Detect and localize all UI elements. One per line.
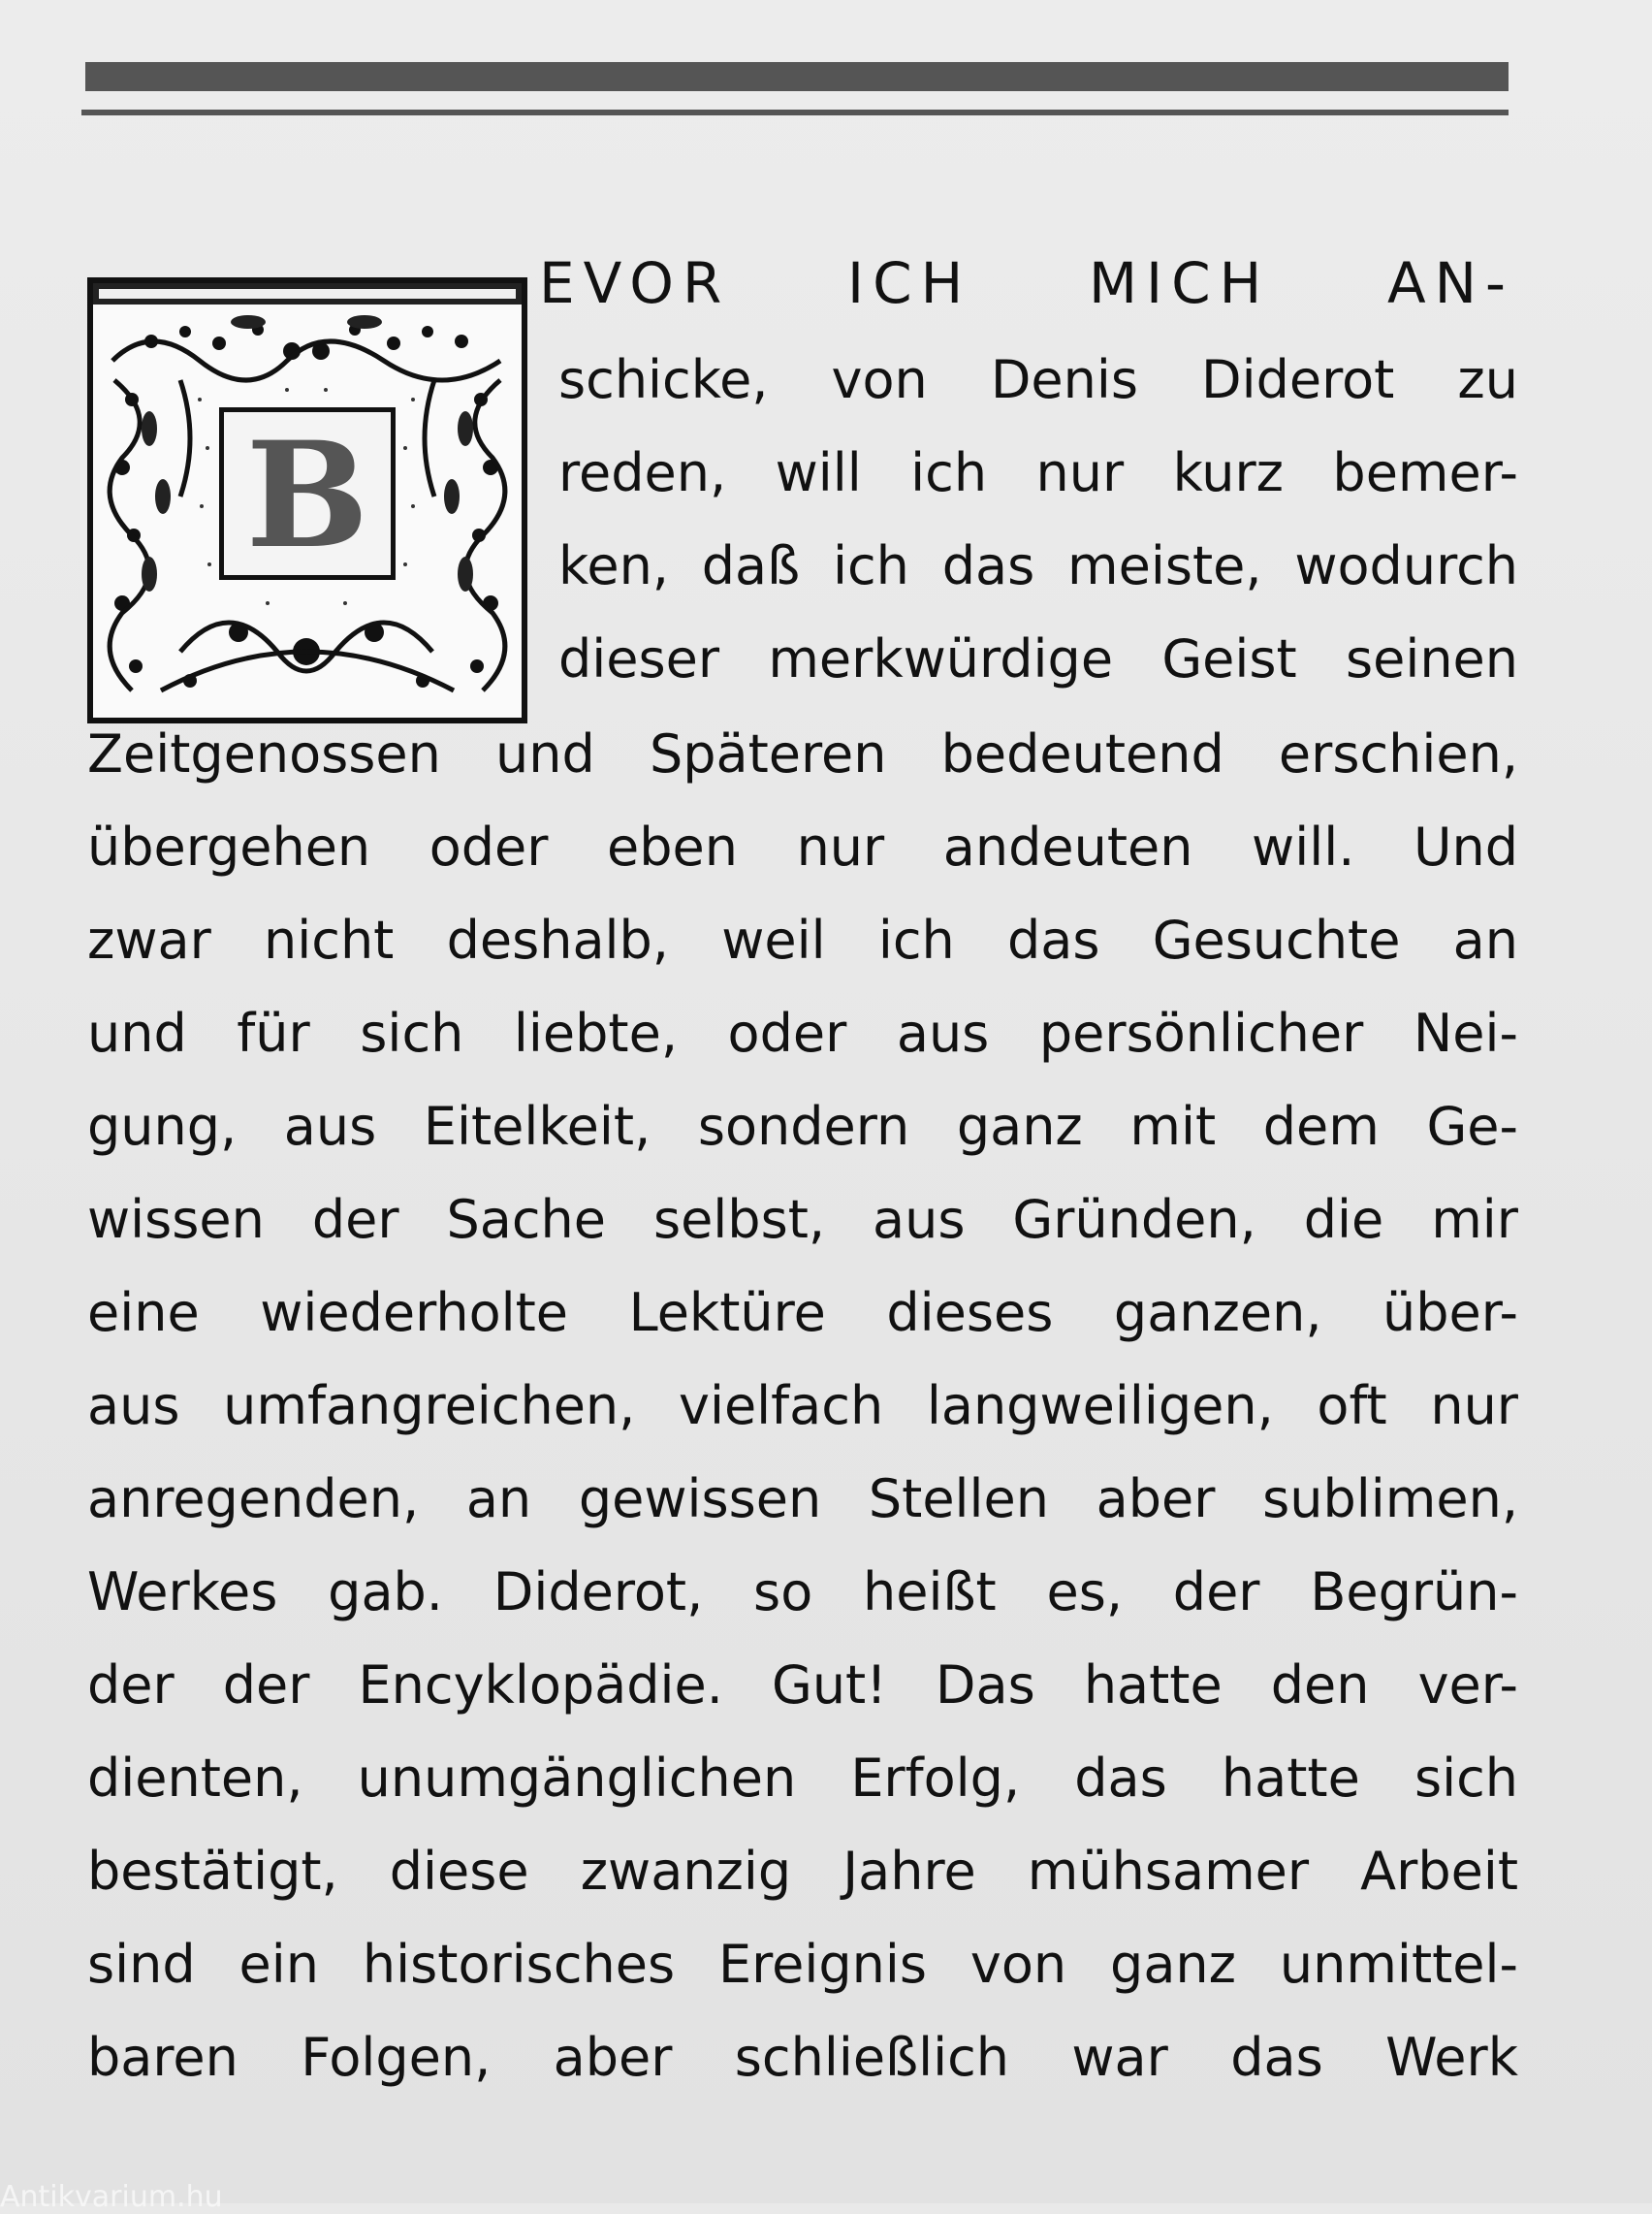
- text-line: anregenden, an gewissen Stellen aber sublimen,: [87, 1468, 1518, 1529]
- text-line: dieser merkwürdige Geist seinen: [558, 628, 1518, 690]
- text-line: gung, aus Eitelkeit, sondern ganz mit dem Ge-: [87, 1096, 1518, 1157]
- text-line: dienten, unumgänglichen Erfolg, das hatte sich: [87, 1748, 1518, 1809]
- header-rule-thick: [85, 62, 1509, 91]
- text-line: reden, will ich nur kurz bemer-: [558, 442, 1518, 503]
- text-line: EVOR ICH MICH AN-: [539, 250, 1514, 316]
- text-line: der der Encyklopädie. Gut! Das hatte den ver-: [87, 1654, 1518, 1716]
- decorated-initial: [87, 277, 527, 723]
- text-line: übergehen oder eben nur andeuten will. Und: [87, 817, 1518, 878]
- text-line: baren Folgen, aber schließlich war das Werk: [87, 2027, 1518, 2088]
- text-line: bestätigt, diese zwanzig Jahre mühsamer Arbeit: [87, 1841, 1518, 1902]
- header-rule-thin: [81, 110, 1509, 115]
- text-line: wissen der Sache selbst, aus Gründen, die mir: [87, 1189, 1518, 1250]
- text-line: ken, daß ich das meiste, wodurch: [558, 535, 1518, 596]
- text-line: sind ein historisches Ereignis von ganz unmittel-: [87, 1934, 1518, 1995]
- text-line: schicke, von Denis Diderot zu: [558, 349, 1518, 410]
- text-line: zwar nicht deshalb, weil ich das Gesuchte an: [87, 910, 1518, 971]
- text-line: Zeitgenossen und Späteren bedeutend erschien,: [87, 723, 1518, 785]
- initial-letter: B: [245, 410, 369, 581]
- text-line: aus umfangreichen, vielfach langweiligen, oft nur: [87, 1375, 1518, 1436]
- initial-letter-frame: [219, 407, 396, 580]
- text-line: und für sich liebte, oder aus persönlicher Nei-: [87, 1003, 1518, 1064]
- text-line: eine wiederholte Lektüre dieses ganzen, über-: [87, 1282, 1518, 1343]
- watermark: Antikvarium.hu: [0, 2180, 223, 2214]
- text-line: Werkes gab. Diderot, so heißt es, der Begrün-: [87, 1561, 1518, 1622]
